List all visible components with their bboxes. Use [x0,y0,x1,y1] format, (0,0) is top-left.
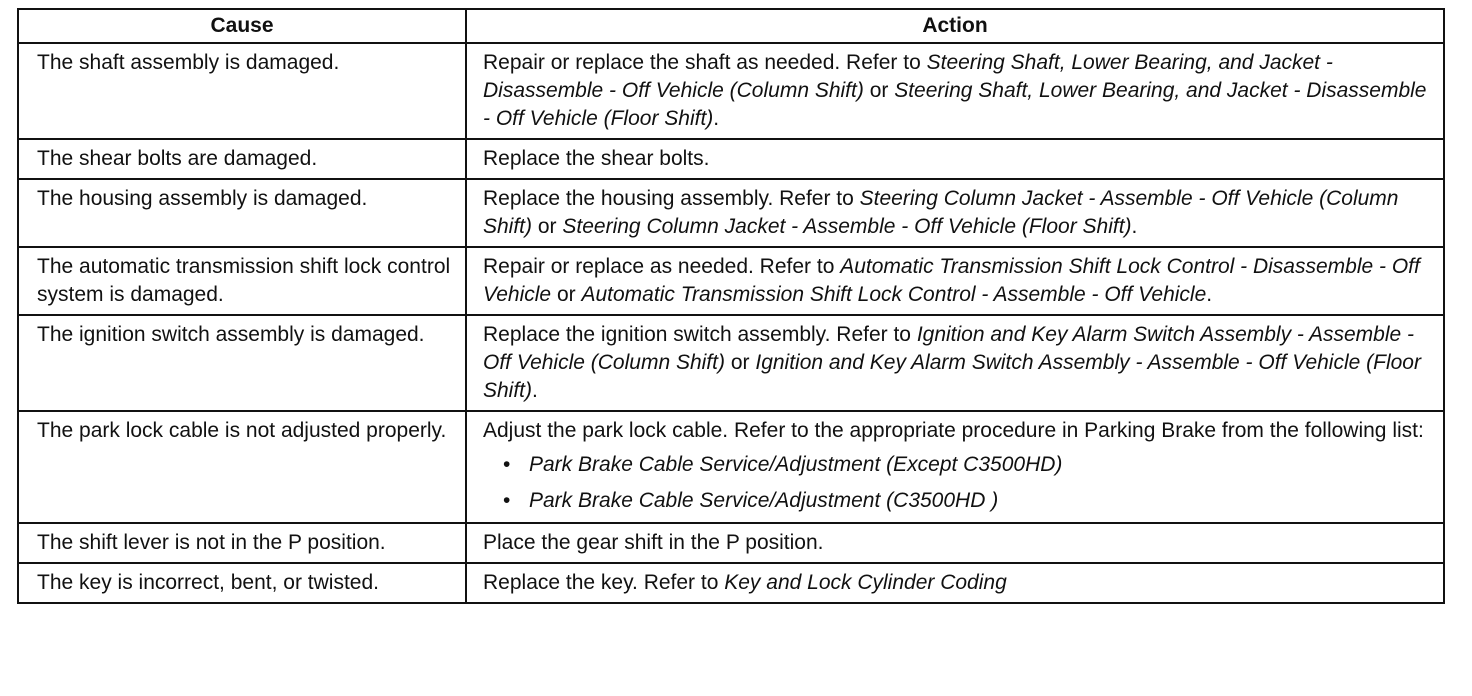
action-cell [466,563,1444,603]
list-item [503,451,1435,479]
reference-link[interactable]: Key and Lock Cylinder Coding [724,571,1007,594]
cause-cell: The key is incorrect, bent, or twisted. [18,563,466,603]
table-row [18,43,1444,139]
reference-link[interactable]: Automatic Transmission Shift Lock Control - Disassemble - Off Vehicle [483,255,1420,306]
cause-cell: The automatic transmission shift lock control system is damaged. [18,247,466,315]
action-text: Replace the housing assembly. Refer to [483,187,854,210]
list-item [503,487,1435,515]
action-text: Repair or replace the shaft as needed. Refer to [483,51,921,74]
sentence-end: . [532,379,538,402]
reference-link[interactable]: Steering Shaft, Lower Bearing, and Jacket - Disassemble - Off Vehicle (Column Shift) [483,51,1333,102]
action-text: Replace the ignition switch assembly. Refer to [483,323,911,346]
action-text: Replace the key. Refer to [483,571,719,594]
table-header-row [18,9,1444,43]
table-row [18,139,1444,179]
reference-link[interactable]: Park Brake Cable Service/Adjustment (Except C3500HD) [529,453,1063,476]
action-cell [466,315,1444,411]
conjunction: or [556,283,576,306]
reference-link[interactable]: Ignition and Key Alarm Switch Assembly - Assemble - Off Vehicle (Floor Shift) [483,351,1421,402]
table-row [18,563,1444,603]
action-cell [466,43,1444,139]
reference-link[interactable]: Steering Column Jacket - Assemble - Off Vehicle (Floor Shift) [562,215,1132,238]
table-row [18,179,1444,247]
action-cell [466,179,1444,247]
action-cell [466,411,1444,523]
reference-link[interactable]: Ignition and Key Alarm Switch Assembly - Assemble - Off Vehicle (Column Shift) [483,323,1415,374]
reference-link[interactable]: Automatic Transmission Shift Lock Control - Assemble - Off Vehicle [581,283,1207,306]
reference-link[interactable]: Steering Shaft, Lower Bearing, and Jacket - Disassemble - Off Vehicle (Floor Shift) [483,79,1427,130]
sentence-end: . [1206,283,1213,306]
cause-cell: The housing assembly is damaged. [18,179,466,247]
cause-action-table [17,8,1445,604]
reference-link[interactable]: Steering Column Jacket - Assemble - Off Vehicle (Column Shift) [483,187,1399,238]
action-text: Repair or replace as needed. Refer to [483,255,835,278]
action-column-header: Action [466,9,1444,43]
procedure-list [483,451,1435,515]
action-text: Replace the shear bolts. [483,147,710,170]
table-row [18,315,1444,411]
document-page [17,8,1443,604]
table-row [18,247,1444,315]
action-text: Adjust the park lock cable. Refer to the appropriate procedure in Parking Brake from the following list: [483,419,1424,442]
cause-cell: The shift lever is not in the P position. [18,523,466,563]
action-cell [466,247,1444,315]
conjunction: or [730,351,750,374]
conjunction: or [869,79,889,102]
action-cell [466,139,1444,179]
cause-column-header: Cause [18,9,466,43]
action-cell [466,523,1444,563]
cause-cell: The shear bolts are damaged. [18,139,466,179]
reference-link[interactable]: Park Brake Cable Service/Adjustment (C3500HD ) [529,489,999,512]
conjunction: or [537,215,557,238]
cause-cell: The park lock cable is not adjusted properly. [18,411,466,523]
cause-cell: The shaft assembly is damaged. [18,43,466,139]
table-row [18,411,1444,523]
sentence-end: . [713,107,720,130]
sentence-end: . [1131,215,1138,238]
table-row [18,523,1444,563]
action-text: Place the gear shift in the P position. [483,531,824,554]
cause-cell: The ignition switch assembly is damaged. [18,315,466,411]
